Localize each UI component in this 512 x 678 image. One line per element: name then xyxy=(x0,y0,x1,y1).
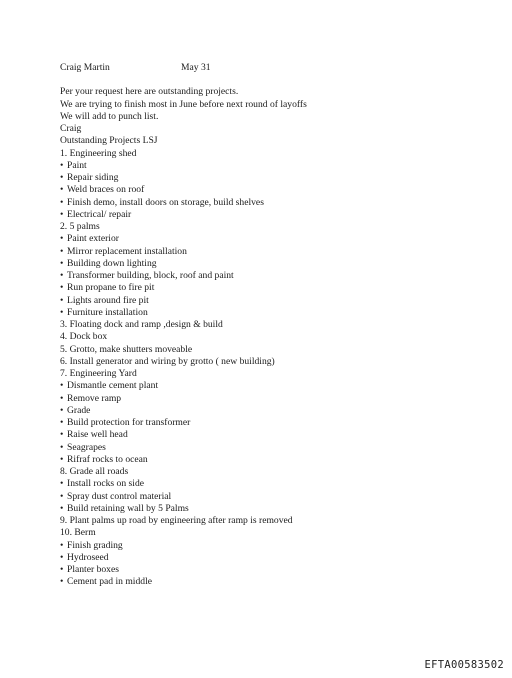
bullet-icon: • xyxy=(60,392,64,404)
item-text: Transformer building, block, roof and paint xyxy=(67,270,234,281)
bullet-item xyxy=(60,295,480,307)
item-text: Finish demo, install doors on storage, build shelves xyxy=(67,196,264,208)
item-text: Weld braces on roof xyxy=(67,184,145,196)
bullet-item xyxy=(60,429,480,441)
bullet-icon: • xyxy=(60,478,64,490)
bullet-icon: • xyxy=(60,453,64,465)
bullet-item xyxy=(60,540,480,552)
bullet-icon: • xyxy=(60,539,64,551)
numbered-item xyxy=(60,319,480,331)
bullet-item xyxy=(60,246,480,258)
bullet-icon: • xyxy=(60,208,64,220)
numbered-item xyxy=(60,466,480,478)
numbered-item xyxy=(60,331,480,343)
item-text: Finish grading xyxy=(67,539,123,551)
bullet-item xyxy=(60,552,480,564)
bullet-item xyxy=(60,503,480,515)
item-text: Rifraf rocks to ocean xyxy=(67,453,148,465)
project-list xyxy=(60,148,480,589)
bullet-item xyxy=(60,209,480,221)
author-name: Craig Martin xyxy=(60,62,110,73)
bullet-item xyxy=(60,282,480,294)
bullet-icon: • xyxy=(60,490,64,502)
intro-line: We will add to punch list. xyxy=(60,110,159,122)
bullet-item xyxy=(60,307,480,319)
item-text: Paint xyxy=(67,159,87,171)
bullet-icon: • xyxy=(60,417,64,428)
document-id: EFTA00583502 xyxy=(424,659,504,671)
numbered-item xyxy=(60,527,480,539)
bullet-item xyxy=(60,197,480,209)
bullet-icon: • xyxy=(60,184,64,196)
item-text: 7. Engineering Yard xyxy=(60,368,137,379)
item-text: 8. Grade all roads xyxy=(60,466,129,477)
item-text: Run propane to fire pit xyxy=(67,282,155,294)
bullet-item xyxy=(60,233,480,245)
bullet-item xyxy=(60,270,480,282)
bullet-item xyxy=(60,172,480,184)
bullet-item xyxy=(60,491,480,503)
bullet-icon: • xyxy=(60,294,64,306)
bullet-item xyxy=(60,258,480,270)
intro-line: We are trying to finish most in June before next round of layoffs xyxy=(60,98,307,110)
bullet-item xyxy=(60,576,480,588)
item-text: Grade xyxy=(67,404,91,416)
item-text: 6. Install generator and wiring by grotto ( new building) xyxy=(60,355,275,367)
bullet-item xyxy=(60,417,480,429)
item-text: 9. Plant palms up road by engineering after ramp is removed xyxy=(60,515,293,526)
bullet-icon: • xyxy=(60,502,64,514)
item-text: Repair siding xyxy=(67,172,119,183)
bullet-item xyxy=(60,160,480,172)
item-text: Paint exterior xyxy=(67,233,119,245)
item-text: Hydroseed xyxy=(67,551,109,563)
item-text: 4. Dock box xyxy=(60,331,108,343)
bullet-icon: • xyxy=(60,380,64,392)
bullet-icon: • xyxy=(60,551,64,563)
intro-block xyxy=(60,86,480,147)
item-text: Mirror replacement installation xyxy=(67,245,187,257)
item-text: Dismantle cement plant xyxy=(67,380,159,392)
bullet-icon: • xyxy=(60,429,64,441)
item-text: 10. Berm xyxy=(60,527,96,539)
item-text: Lights around fire pit xyxy=(67,294,149,306)
item-text: 1. Engineering shed xyxy=(60,147,137,159)
item-text: Build retaining wall by 5 Palms xyxy=(67,502,189,514)
item-text: 5. Grotto, make shutters moveable xyxy=(60,343,193,355)
list-title: Outstanding Projects LSJ xyxy=(60,135,158,147)
bullet-item xyxy=(60,393,480,405)
item-text: Install rocks on side xyxy=(67,478,145,490)
bullet-item xyxy=(60,380,480,392)
bullet-item xyxy=(60,454,480,466)
item-text: Furniture installation xyxy=(67,306,148,318)
bullet-icon: • xyxy=(60,270,64,281)
bullet-icon: • xyxy=(60,441,64,453)
item-text: Building down lighting xyxy=(67,257,157,269)
bullet-item xyxy=(60,405,480,417)
intro-line: Per your request here are outstanding projects. xyxy=(60,86,239,98)
bullet-item xyxy=(60,442,480,454)
bullet-icon: • xyxy=(60,257,64,269)
item-text: 2. 5 palms xyxy=(60,221,100,232)
bullet-icon: • xyxy=(60,172,64,183)
bullet-icon: • xyxy=(60,404,64,416)
item-text: 3. Floating dock and ramp ,design & build xyxy=(60,319,223,330)
bullet-icon: • xyxy=(60,282,64,294)
bullet-icon: • xyxy=(60,159,64,171)
bullet-icon: • xyxy=(60,233,64,245)
bullet-icon: • xyxy=(60,576,64,588)
numbered-item xyxy=(60,515,480,527)
document-page xyxy=(60,62,480,589)
item-text: Build protection for transformer xyxy=(67,417,191,428)
item-text: Electrical/ repair xyxy=(67,208,132,220)
item-text: Cement pad in middle xyxy=(67,576,152,588)
memo-date: May 31 xyxy=(181,62,211,73)
bullet-item xyxy=(60,184,480,196)
numbered-item xyxy=(60,221,480,233)
memo-header xyxy=(60,62,480,74)
bullet-icon: • xyxy=(60,306,64,318)
item-text: Seagrapes xyxy=(67,441,106,453)
bullet-item xyxy=(60,564,480,576)
numbered-item xyxy=(60,148,480,160)
numbered-item xyxy=(60,356,480,368)
bullet-item xyxy=(60,478,480,490)
item-text: Raise well head xyxy=(67,429,128,441)
numbered-item xyxy=(60,344,480,356)
bullet-icon: • xyxy=(60,564,64,575)
signature-line: Craig xyxy=(60,123,82,134)
item-text: Remove ramp xyxy=(67,392,122,404)
item-text: Planter boxes xyxy=(67,564,119,575)
item-text: Spray dust control material xyxy=(67,490,172,502)
numbered-item xyxy=(60,368,480,380)
bullet-icon: • xyxy=(60,245,64,257)
bullet-icon: • xyxy=(60,196,64,208)
